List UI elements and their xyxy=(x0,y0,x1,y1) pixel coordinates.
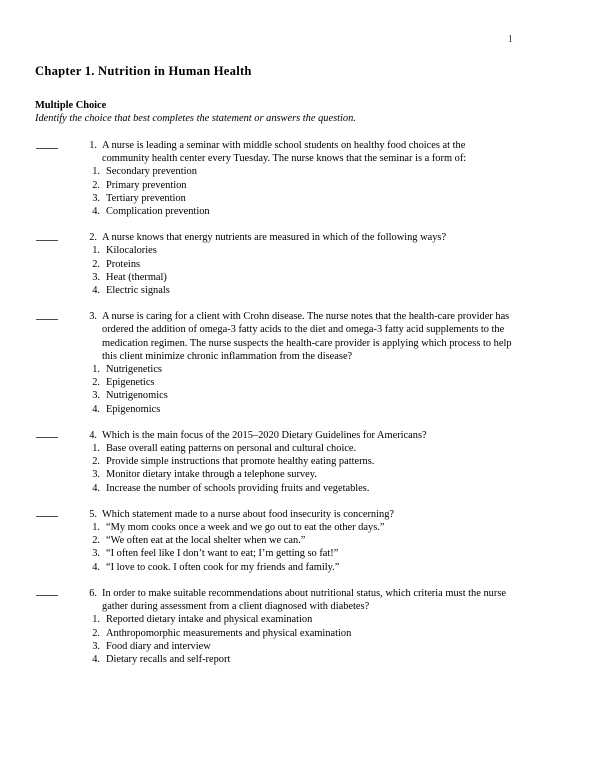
option-text: Epigenetics xyxy=(106,377,155,389)
option-number: 1. xyxy=(92,364,100,376)
option-text: Primary prevention xyxy=(106,179,187,191)
option-list xyxy=(87,442,513,495)
option-text: Nutrigenomics xyxy=(106,390,168,402)
option-text: Electric signals xyxy=(106,285,170,297)
option-text: Dietary recalls and self-report xyxy=(106,653,231,665)
option-item[interactable] xyxy=(87,205,513,218)
answer-blank-field[interactable] xyxy=(36,595,58,596)
question-block xyxy=(35,508,513,574)
page-number: 1 xyxy=(507,34,513,45)
option-text: Secondary prevention xyxy=(106,166,197,178)
option-item[interactable] xyxy=(87,547,513,560)
option-list xyxy=(87,244,513,297)
option-number: 2. xyxy=(92,627,100,639)
question-text: A nurse is caring for a client with Crohn disease. The nurse notes that the health-care provider has ordered the addition of omega-3 fatty acids to the diet and omega-3 fatty acid supplements to the medication regimen. The nurse suspects the health-care provider is applying which process to help this client minimize chronic inflammation from the disease? xyxy=(102,311,512,362)
option-text: “I love to cook. I often cook for my friends and family.” xyxy=(106,561,340,573)
question-block xyxy=(35,139,513,218)
answer-blank-field[interactable] xyxy=(36,319,58,320)
option-item[interactable] xyxy=(87,271,513,284)
question-text: A nurse knows that energy nutrients are measured in which of the following ways? xyxy=(102,232,447,244)
question-number: 1. xyxy=(89,140,97,151)
option-item[interactable] xyxy=(87,192,513,205)
question-number: 3. xyxy=(89,311,97,323)
option-item[interactable] xyxy=(87,376,513,389)
option-number: 3. xyxy=(92,390,100,402)
page-content xyxy=(35,64,513,679)
option-item[interactable] xyxy=(87,613,513,626)
option-number: 2. xyxy=(92,179,100,191)
question-block xyxy=(35,429,513,495)
option-text: Reported dietary intake and physical examination xyxy=(106,614,313,626)
section-label: Multiple Choice xyxy=(35,100,107,111)
question-list xyxy=(35,139,513,666)
question-row xyxy=(35,429,513,442)
option-text: Tertiary prevention xyxy=(106,192,186,204)
question-text: A nurse is leading a seminar with middle school students on healthy food choices at the community health center every Tuesday. The nurse knows that the seminar is a form of: xyxy=(102,140,467,165)
option-number: 4. xyxy=(92,403,100,415)
option-item[interactable] xyxy=(87,258,513,271)
option-number: 4. xyxy=(92,482,100,494)
option-item[interactable] xyxy=(87,482,513,495)
option-item[interactable] xyxy=(87,521,513,534)
option-text: Anthropomorphic measurements and physical examination xyxy=(106,627,352,639)
option-number: 2. xyxy=(92,377,100,389)
option-item[interactable] xyxy=(87,640,513,653)
option-item[interactable] xyxy=(87,455,513,468)
question-number: 4. xyxy=(89,429,97,441)
option-text: “My mom cooks once a week and we go out to eat the other days.” xyxy=(106,522,385,534)
option-text: Heat (thermal) xyxy=(106,271,167,283)
option-item[interactable] xyxy=(87,179,513,192)
option-list xyxy=(87,521,513,574)
option-item[interactable] xyxy=(87,627,513,640)
question-text: In order to make suitable recommendations about nutritional status, which criteria must the nurse gather during assessment from a client diagnosed with diabetes? xyxy=(102,587,506,613)
question-block xyxy=(35,310,513,416)
option-number: 2. xyxy=(92,456,100,468)
option-number: 2. xyxy=(92,535,100,547)
option-item[interactable] xyxy=(87,468,513,481)
option-list xyxy=(87,363,513,416)
option-text: Proteins xyxy=(106,258,141,270)
option-item[interactable] xyxy=(87,389,513,402)
option-item[interactable] xyxy=(87,244,513,257)
question-row xyxy=(35,508,513,521)
option-item[interactable] xyxy=(87,534,513,547)
answer-blank-field[interactable] xyxy=(36,148,58,149)
option-number: 3. xyxy=(92,548,100,560)
question-number: 6. xyxy=(89,587,97,599)
option-item[interactable] xyxy=(87,403,513,416)
option-text: Monitor dietary intake through a telephone survey. xyxy=(106,469,317,481)
option-number: 1. xyxy=(92,245,100,257)
chapter-title: Chapter 1. Nutrition in Human Health xyxy=(35,64,252,78)
question-block xyxy=(35,231,513,297)
option-text: Complication prevention xyxy=(106,206,210,218)
option-text: Food diary and interview xyxy=(106,640,211,652)
question-row xyxy=(35,310,513,363)
option-number: 1. xyxy=(92,166,100,178)
answer-blank-field[interactable] xyxy=(36,437,58,438)
option-item[interactable] xyxy=(87,442,513,455)
option-item[interactable] xyxy=(87,284,513,297)
answer-blank-field[interactable] xyxy=(36,240,58,241)
option-text: Kilocalories xyxy=(106,245,157,257)
question-row xyxy=(35,139,513,165)
option-number: 2. xyxy=(92,258,100,270)
question-text: Which is the main focus of the 2015–2020 Dietary Guidelines for Americans? xyxy=(102,429,427,441)
option-number: 3. xyxy=(92,192,100,204)
option-item[interactable] xyxy=(87,363,513,376)
answer-blank-field[interactable] xyxy=(36,516,58,517)
option-text: Base overall eating patterns on personal and cultural choice. xyxy=(106,443,357,455)
option-number: 4. xyxy=(92,206,100,218)
question-number: 2. xyxy=(89,232,97,244)
option-list xyxy=(87,165,513,218)
option-item[interactable] xyxy=(87,561,513,574)
option-number: 1. xyxy=(92,614,100,626)
question-row xyxy=(35,231,513,244)
option-text: “We often eat at the local shelter when we can.” xyxy=(106,535,306,547)
option-text: Epigenomics xyxy=(106,403,161,415)
option-number: 4. xyxy=(92,561,100,573)
option-number: 1. xyxy=(92,443,100,455)
option-number: 3. xyxy=(92,640,100,652)
option-list xyxy=(87,613,513,666)
option-text: Increase the number of schools providing fruits and vegetables. xyxy=(106,482,370,494)
option-number: 4. xyxy=(92,285,100,297)
question-text: Which statement made to a nurse about food insecurity is concerning? xyxy=(102,508,394,520)
option-number: 1. xyxy=(92,522,100,534)
question-block xyxy=(35,587,513,666)
option-text: “I often feel like I don’t want to eat; I’m getting so fat!” xyxy=(106,548,339,560)
question-number: 5. xyxy=(89,508,97,520)
option-text: Nutrigenetics xyxy=(106,364,162,376)
option-text: Provide simple instructions that promote healthy eating patterns. xyxy=(106,456,375,468)
option-number: 4. xyxy=(92,653,100,665)
option-number: 3. xyxy=(92,271,100,283)
option-number: 3. xyxy=(92,469,100,481)
section-instruction: Identify the choice that best completes the statement or answers the question. xyxy=(35,113,356,124)
question-row xyxy=(35,587,513,613)
option-item[interactable] xyxy=(87,653,513,666)
option-item[interactable] xyxy=(87,165,513,178)
